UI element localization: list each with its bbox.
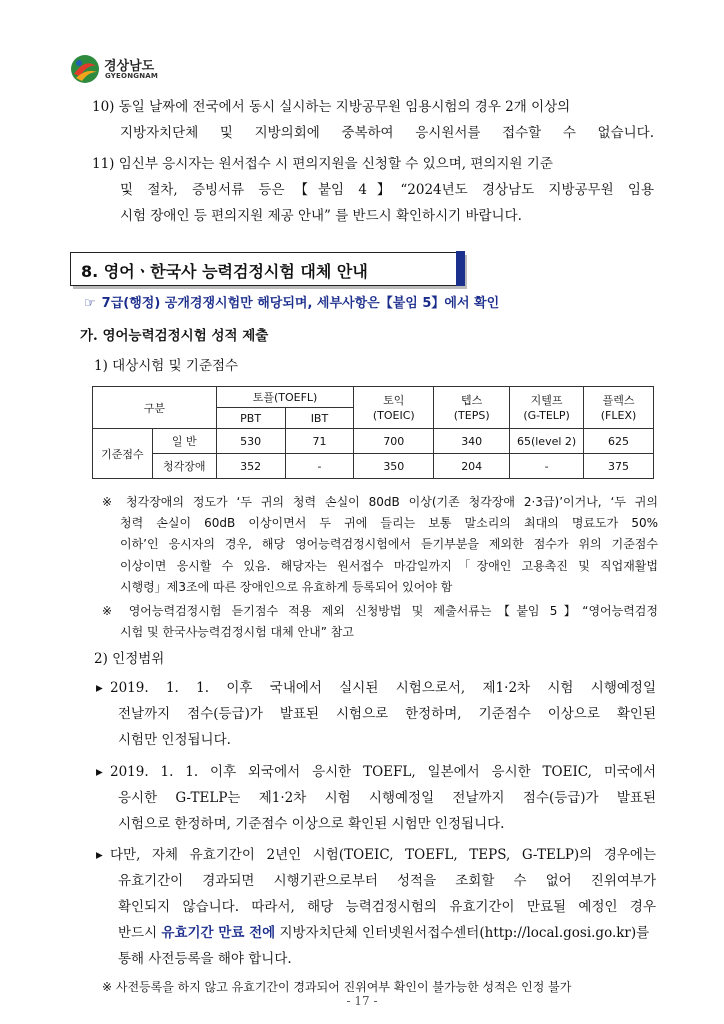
item-11-line-1: 11) 임신부 응시자는 원서접수 시 편의지원을 신청할 수 있으며, 편의지원 기준 [92,156,553,172]
cell-gtelp: - [510,454,584,479]
pointing-hand-icon: ☞ [84,296,96,311]
note-1-line-3: 이하’인 응시자의 경우, 해당 영어능력검정시험에서 듣기부분을 제외한 점수가 위의 기준점수 [120,537,658,551]
triangle-bullet-icon: ▸ [96,847,103,863]
cell-ibt: 71 [285,429,354,454]
cell-pbt: 352 [216,454,285,479]
bullet-3-line-1: ▸ 다만, 자체 유효기간이 2년인 시험(TOEIC, TOEFL, TEPS, G-TELP)의 경우에는 [96,847,656,863]
header-toeic: 토익 (TOEIC) [354,387,434,429]
item-11-line-2: 및 절차, 증빙서류 등은【붙임 4】“2024년도 경상남도 지방공무원 임용 [120,182,654,198]
note-1-line-4: 이상이면 응시할 수 있음. 해당자는 원서접수 마감일까지「장애인 고용촉진 및 직업재활법 [120,559,658,573]
sub-1-title: 1) 대상시험 및 기준점수 [94,358,239,374]
note-2-line-1: ※ 영어능력검정시험 듣기점수 적용 제외 신청방법 및 제출서류는【붙임 5】“영어능력검정 [102,604,658,618]
score-table [92,386,654,479]
table-row [93,429,654,454]
section-header-accent [456,251,465,286]
bullet-3-line-4: 반드시 유효기간 만료 전에 지방자치단체 인터넷원서접수센터(http://local.gosi.go.kr)를 [118,925,650,941]
sub-2-title: 2) 인정범위 [94,651,165,667]
triangle-bullet-icon: ▸ [96,680,103,696]
item-10-line-2: 지방자치단체 및 지방의회에 중복하여 응시원서를 접수할 수 없습니다. [120,125,654,141]
bullet-2-line-1: ▸ 2019. 1. 1. 이후 외국에서 응시한 TOEFL, 일본에서 응시한 TOEIC, 미국에서 [96,764,656,780]
note-3: ※ 사전등록을 하지 않고 유효기간이 경과되어 진위여부 확인이 불가능한 성적은 인정 불가 [102,980,572,994]
bullet-2-line-3: 시험으로 한정하며, 기준점수 이상으로 확인된 시험만 인정됩니다. [118,816,505,832]
deadline-highlight: 유효기간 만료 전에 [161,925,276,941]
section-8-title: 8. 영어ㆍ한국사 능력검정시험 대체 안내 [81,262,368,281]
cell-pbt: 530 [216,429,285,454]
bullet-2-line-2: 응시한 G-TELP는 제1·2차 시험 시행예정일 전날까지 점수(등급)가 발표된 [118,790,656,806]
row-label: 청각장애 [152,454,216,479]
cell-toeic: 700 [354,429,434,454]
row-label: 일 반 [152,429,216,454]
section-notice [84,292,499,311]
header-ibt: IBT [285,408,354,429]
page-number: - 17 - [346,994,378,1008]
bullet-1-line-3: 시험만 인정됩니다. [118,732,231,748]
header-pbt: PBT [216,408,285,429]
cell-teps: 340 [434,429,510,454]
note-1-line-5: 시행령」제3조에 따른 장애인으로 유효하게 등록되어 있어야 함 [120,580,453,594]
section-8-header [70,252,464,286]
sub-a-title: 가. 영어능력검정시험 성적 제출 [80,328,269,344]
cell-flex: 625 [584,429,654,454]
header-flex: 플렉스 (FLEX) [584,387,654,429]
gyeongnam-logo-icon [70,54,100,84]
bullet-3-line-5: 통해 사전등록을 해야 합니다. [118,951,292,967]
cell-flex: 375 [584,454,654,479]
logo-korean-text: 경상남도 [104,59,155,74]
cell-toeic: 350 [354,454,434,479]
cell-ibt: - [285,454,354,479]
note-1-line-2: 청력 손실이 60dB 이상이면서 두 귀에 들리는 보통 말소리의 최대의 명료도가 50% [120,516,658,530]
cell-teps: 204 [434,454,510,479]
header-toefl: 토플(TOEFL) [216,387,354,408]
bullet-1-line-2: 전날까지 점수(등급)가 발표된 시험으로 한정하며, 기준점수 이상으로 확인된 [118,706,656,722]
bullet-3-line-3: 확인되지 않습니다. 따라서, 해당 능력검정시험의 유효기간이 만료될 예정인 경우 [118,899,656,915]
bullet-1-line-1: ▸ 2019. 1. 1. 이후 국내에서 실시된 시험으로서, 제1·2차 시험 시행예정일 [96,680,656,696]
table-row [93,454,654,479]
cell-gtelp: 65(level 2) [510,429,584,454]
logo-english-text: GYEONGNAM [105,72,159,80]
bullet-3-line-2: 유효기간이 경과되면 시행기관으로부터 성적을 조회할 수 없어 진위여부가 [118,873,656,889]
section-notice-text: 7급(행정) 공개경쟁시험만 해당되며, 세부사항은【붙임 5】에서 확인 [101,296,500,311]
item-11-line-3: 시험 장애인 등 편의지원 제공 안내” 를 반드시 확인하시기 바랍니다. [120,208,522,224]
item-10-line-1: 10) 동일 날짜에 전국에서 동시 실시하는 지방공무원 임용시험의 경우 2개 이상의 [92,99,571,115]
note-2-line-2: 시험 및 한국사능력검정시험 대체 안내” 참고 [120,625,354,639]
header-teps: 텝스 (TEPS) [434,387,510,429]
triangle-bullet-icon: ▸ [96,764,103,780]
header-gtelp: 지텔프 (G-TELP) [510,387,584,429]
header-group: 구분 [93,387,217,429]
note-1-line-1: ※ 청각장애의 정도가 ‘두 귀의 청력 손실이 80dB 이상(기존 청각장애 2·3급)’이거나, ‘두 귀의 [102,495,658,509]
gyeongnam-logo [70,52,180,88]
row-group: 기준점수 [93,429,153,479]
